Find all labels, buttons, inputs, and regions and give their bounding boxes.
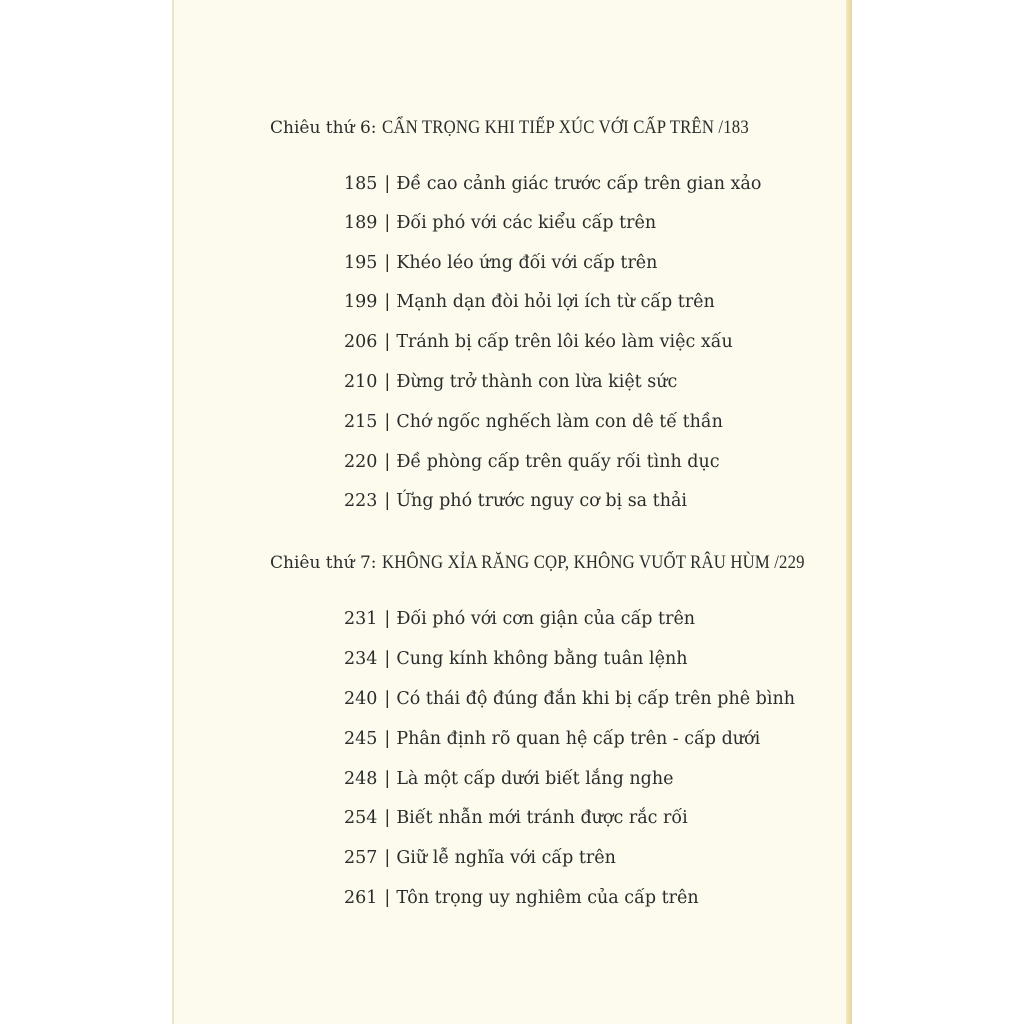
toc-entry <box>344 808 688 828</box>
entry-separator: | <box>384 292 391 312</box>
entry-page: 206 <box>344 332 378 352</box>
entry-separator: | <box>384 213 391 233</box>
section-title-text: CẨN TRỌNG KHI TIẾP XÚC VỚI CẤP TRÊN <box>382 117 715 138</box>
entry-page: 231 <box>344 609 378 629</box>
entry-title: Biết nhẫn mới tránh được rắc rối <box>396 808 688 828</box>
entry-title: Ứng phó trước nguy cơ bị sa thải <box>396 491 688 511</box>
entry-separator: | <box>384 609 391 629</box>
page-edge <box>846 0 852 1024</box>
entry-title: Chớ ngốc nghếch làm con dê tế thần <box>396 412 723 432</box>
entry-page: 189 <box>344 213 378 233</box>
entry-separator: | <box>384 848 391 868</box>
toc-entry <box>344 689 795 709</box>
toc-entry <box>344 412 723 432</box>
toc-entry <box>344 372 677 392</box>
toc-entry <box>344 729 760 749</box>
toc-entry <box>344 332 733 352</box>
entry-separator: | <box>384 769 391 789</box>
toc-entry <box>344 491 687 511</box>
entry-title: Là một cấp dưới biết lắng nghe <box>396 769 674 789</box>
entry-page: 248 <box>344 769 378 789</box>
section-title-text: KHÔNG XỈA RĂNG CỌP, KHÔNG VUỐT RÂU HÙM <box>382 552 771 573</box>
section-lead: Chiêu thứ 6: <box>270 118 377 138</box>
entry-separator: | <box>384 649 391 669</box>
entry-page: 254 <box>344 808 378 828</box>
entry-separator: | <box>384 412 391 432</box>
toc-entry <box>344 609 695 629</box>
entry-page: 220 <box>344 452 378 472</box>
toc-entry <box>344 452 720 472</box>
entry-page: 215 <box>344 412 378 432</box>
entry-title: Đề cao cảnh giác trước cấp trên gian xảo <box>396 174 762 194</box>
book-page <box>172 0 852 1024</box>
entry-page: 185 <box>344 174 378 194</box>
entry-separator: | <box>384 372 391 392</box>
entry-page: 257 <box>344 848 378 868</box>
section-lead: Chiêu thứ 7: <box>270 553 377 573</box>
entry-page: 261 <box>344 888 378 908</box>
entry-separator: | <box>384 491 391 511</box>
toc-entry <box>344 213 656 233</box>
entry-separator: | <box>384 174 391 194</box>
entry-page: 234 <box>344 649 378 669</box>
entry-separator: | <box>384 452 391 472</box>
entry-separator: | <box>384 729 391 749</box>
toc-entry <box>344 888 699 908</box>
toc-entry <box>344 253 657 273</box>
section-title <box>382 552 805 574</box>
section-heading <box>270 552 863 574</box>
toc-entry <box>344 174 761 194</box>
entry-title: Khéo léo ứng đối với cấp trên <box>396 253 658 273</box>
entry-page: 245 <box>344 729 378 749</box>
entry-separator: | <box>384 689 391 709</box>
entry-title: Đừng trở thành con lừa kiệt sức <box>396 372 678 392</box>
entry-page: 240 <box>344 689 378 709</box>
entry-title: Có thái độ đúng đắn khi bị cấp trên phê bình <box>396 689 795 709</box>
entry-page: 199 <box>344 292 378 312</box>
entry-title: Tôn trọng uy nghiêm của cấp trên <box>396 888 699 908</box>
entry-title: Giữ lễ nghĩa với cấp trên <box>396 848 616 868</box>
entry-title: Đối phó với cơn giận của cấp trên <box>396 609 696 629</box>
entry-title: Cung kính không bằng tuân lệnh <box>396 649 688 669</box>
entry-separator: | <box>384 253 391 273</box>
entry-page: 210 <box>344 372 378 392</box>
entry-separator: | <box>384 808 391 828</box>
entry-title: Tránh bị cấp trên lôi kéo làm việc xấu <box>396 332 733 352</box>
entry-title: Mạnh dạn đòi hỏi lợi ích từ cấp trên <box>396 292 715 312</box>
toc-entry <box>344 292 715 312</box>
entry-title: Phân định rõ quan hệ cấp trên - cấp dưới <box>396 729 761 749</box>
section-heading <box>270 117 799 139</box>
entry-page: 195 <box>344 253 378 273</box>
toc-entry <box>344 769 673 789</box>
entry-title: Đề phòng cấp trên quấy rối tình dục <box>396 452 720 472</box>
section-title <box>382 117 749 139</box>
entry-separator: | <box>384 332 391 352</box>
entry-page: 223 <box>344 491 378 511</box>
toc-entry <box>344 649 688 669</box>
entry-separator: | <box>384 888 391 908</box>
page-gutter <box>172 0 174 1024</box>
entry-title: Đối phó với các kiểu cấp trên <box>396 213 657 233</box>
section-page: /229 <box>774 552 805 573</box>
toc-entry <box>344 848 616 868</box>
section-page: /183 <box>718 117 750 138</box>
